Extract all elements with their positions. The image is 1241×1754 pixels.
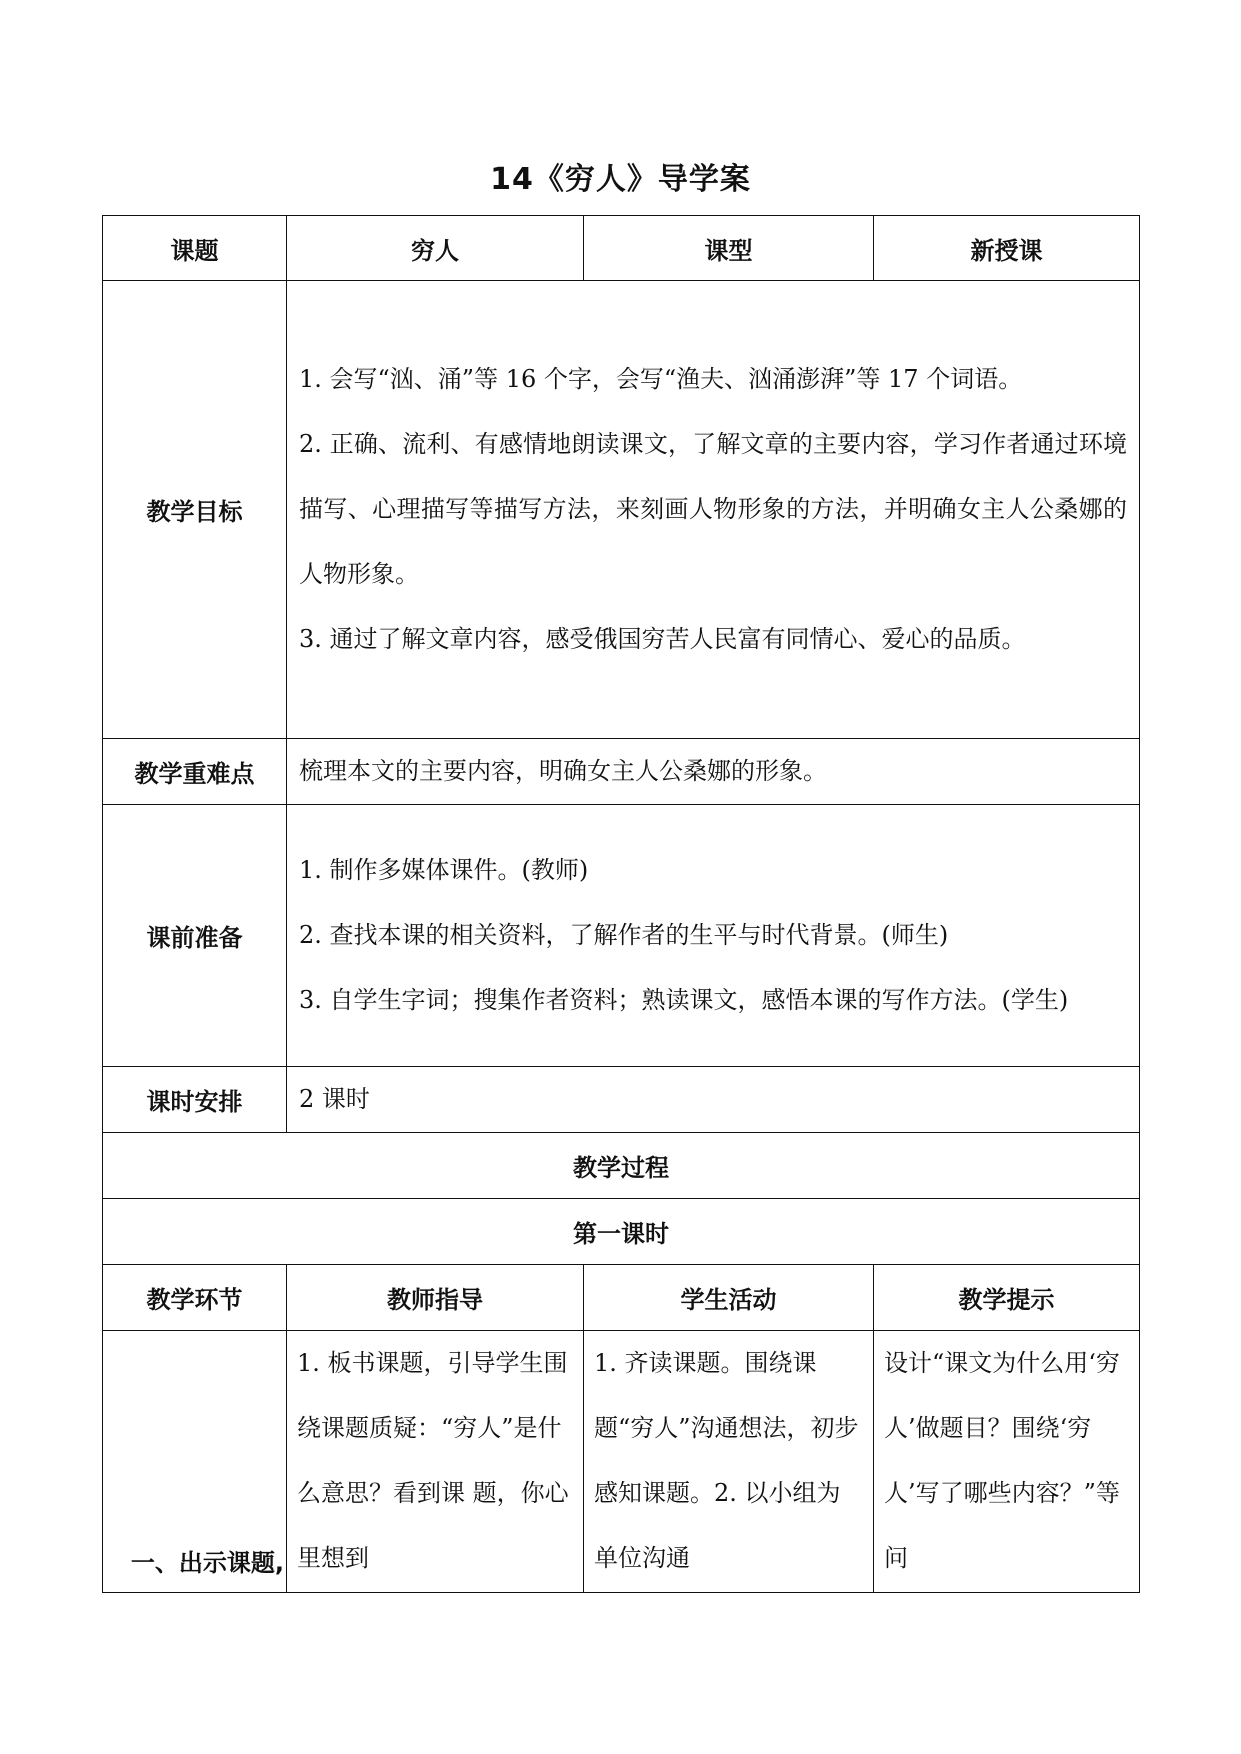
lesson-plan-table (102, 215, 1140, 1593)
keypoints-row (103, 739, 1140, 805)
preparation-item: 1. 制作多媒体课件。(教师) (299, 856, 589, 884)
objective-item: 3. 通过了解文章内容，感受俄国穷苦人民富有同情心、爱心的品质。 (299, 625, 1026, 653)
preparation-item: 3. 自学生字词；搜集作者资料；熟读课文，感悟本课的写作方法。(学生) (299, 986, 1069, 1014)
preparation-item: 2. 查找本课的相关资料，了解作者的生平与时代背景。(师生) (299, 921, 949, 949)
keypoints-text: 梳理本文的主要内容，明确女主人公桑娜的形象。 (287, 739, 1140, 805)
process-teacher: 1. 板书课题，引导学生围绕课题质疑：“穷人”是什么意思？看到课 题，你心里想到 (287, 1331, 584, 1593)
type-value: 新授课 (874, 216, 1140, 281)
process-header-stage: 教学环节 (103, 1265, 287, 1331)
process-stage: 一、出示课题, (103, 1331, 287, 1593)
preparation-content (287, 805, 1140, 1067)
schedule-row (103, 1067, 1140, 1133)
process-title-row (103, 1133, 1140, 1199)
header-row (103, 216, 1140, 281)
process-header-row (103, 1265, 1140, 1331)
schedule-text: 2 课时 (287, 1067, 1140, 1133)
type-label: 课型 (584, 216, 874, 281)
lesson-title: 第一课时 (103, 1199, 1140, 1265)
process-row (103, 1331, 1140, 1593)
process-header-student: 学生活动 (584, 1265, 874, 1331)
objective-item: 1. 会写“汹、涌”等 16 个字，会写“渔夫、汹涌澎湃”等 17 个词语。 (299, 365, 1023, 393)
topic-value: 穷人 (287, 216, 584, 281)
preparation-row (103, 805, 1140, 1067)
objectives-row (103, 281, 1140, 739)
page-title: 14《穷人》导学案 (490, 162, 751, 197)
topic-label: 课题 (103, 216, 287, 281)
objectives-content (287, 281, 1140, 739)
process-student: 1. 齐读课题。围绕课题“穷人”沟通想法，初步感知课题。2. 以小组为单位沟通 (584, 1331, 874, 1593)
objective-item: 2. 正确、流利、有感情地朗读课文，了解文章的主要内容，学习作者通过环境描写、心理描写等描写方法，来刻画人物形象的方法，并明确女主人公桑娜的人物形象。 (299, 430, 1127, 588)
preparation-label: 课前准备 (103, 805, 287, 1067)
lesson-title-row (103, 1199, 1140, 1265)
keypoints-label: 教学重难点 (103, 739, 287, 805)
schedule-label: 课时安排 (103, 1067, 287, 1133)
process-header-teacher: 教师指导 (287, 1265, 584, 1331)
process-hint: 设计“课文为什么用‘穷人’做题目？围绕‘穷人’写了哪些内容？”等问 (874, 1331, 1140, 1593)
objectives-label: 教学目标 (103, 281, 287, 739)
process-header-hint: 教学提示 (874, 1265, 1140, 1331)
process-title: 教学过程 (103, 1133, 1140, 1199)
